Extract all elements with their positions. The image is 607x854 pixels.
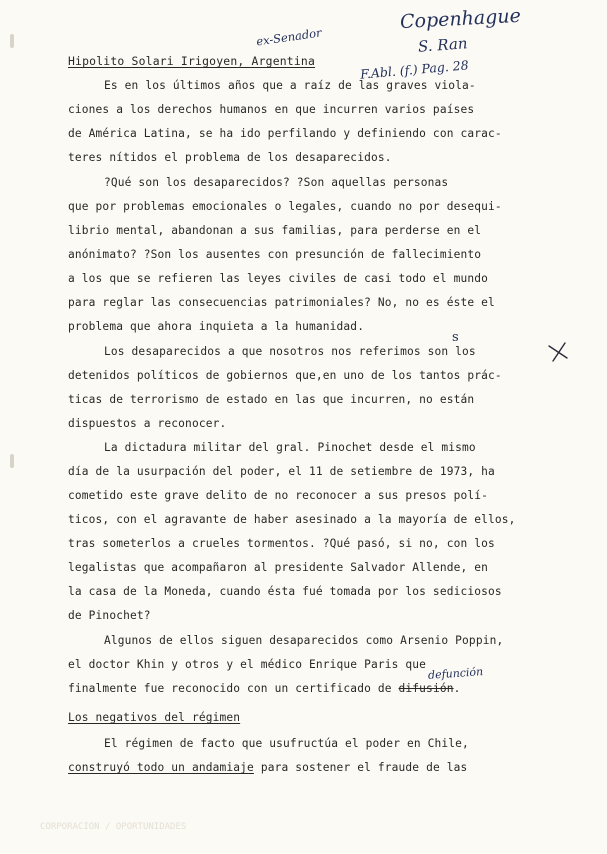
- paragraph-line: para reglar las consecuencias patrimoniales? No, no es éste el: [68, 296, 495, 309]
- paragraph-line: El régimen de facto que usufructúa el poder en Chile,: [104, 737, 469, 750]
- paragraph-line: Algunos de ellos siguen desaparecidos como Arsenio Poppin,: [104, 634, 504, 647]
- paragraph-line: ticos, con el agravante de haber asesinado a la mayoría de ellos,: [68, 513, 516, 526]
- paragraph-line: legalistas que acompañaron al presidente Salvador Allende, en: [68, 561, 489, 574]
- underlined-phrase: construyó todo un andamiaje: [68, 761, 254, 774]
- handwritten-initials: S. Ran: [417, 34, 469, 56]
- paragraph-line: el doctor Khin y otros y el médico Enrique Paris que: [68, 658, 427, 671]
- paragraph-line: a los que se refieren las leyes civiles de casi todo el mundo: [68, 272, 489, 285]
- paragraph-line: ciones a los derechos humanos en que incurren varios países: [68, 103, 475, 116]
- punch-hole: [10, 34, 14, 48]
- paragraph-line: Los desaparecidos a que nosotros nos referimos son los: [104, 345, 476, 358]
- paragraph-line: de América Latina, se ha ido perfilando y definiendo con carac-: [68, 127, 502, 140]
- paragraph-text: finalmente fue reconocido con un certificado de: [68, 682, 392, 695]
- paragraph-line-correction: [68, 682, 461, 696]
- paragraph-line: La dictadura militar del gral. Pinochet desde el mismo: [104, 441, 476, 454]
- paragraph-line: detenidos políticos de gobiernos que,en uno de los tantos prác-: [68, 369, 502, 382]
- paragraph-line: tras someterlos a crueles tormentos. ?Qué pasó, si no, con los: [68, 537, 495, 550]
- author-country: Argentina: [251, 54, 316, 68]
- paragraph-line: ?Qué son los desaparecidos? ?Son aquellas personas: [104, 176, 449, 189]
- paragraph-line: que por problemas emocionales o legales, cuando no por desequi-: [68, 200, 502, 213]
- handwritten-city: Copenhague: [399, 4, 522, 34]
- handwritten-insertion-s: s: [452, 330, 459, 345]
- section-title: Los negativos del régimen: [68, 711, 241, 724]
- handwritten-title-note: ex-Senador: [255, 25, 323, 49]
- paragraph-line: librio mental, abandonan a sus familias, para perderse en el: [68, 224, 482, 237]
- paragraph-line: dispuestos a reconocer.: [68, 417, 227, 430]
- paragraph-line: problema que ahora inquieta a la humanidad.: [68, 320, 365, 333]
- paragraph-line: Es en los últimos años que a raíz de las graves viola-: [104, 79, 476, 92]
- paragraph-line: de Pinochet?: [68, 609, 151, 622]
- paragraph-line: ticas de terrorismo de estado en las que incurren, no están: [68, 393, 475, 406]
- struck-word: difusión: [398, 682, 454, 695]
- paragraph-line: anónimato? ?Son los ausentes con presunción de fallecimiento: [68, 248, 482, 261]
- paragraph-line: la casa de la Moneda, cuando ésta fué tomada por los sediciosos: [68, 585, 502, 598]
- paragraph-line: teres nítidos el problema de los desaparecidos.: [68, 151, 392, 164]
- handwritten-reference: F.Abl. (f.) Pag. 28: [359, 57, 470, 82]
- author-name: Hipolito Solari Irigoyen: [68, 54, 238, 68]
- document-heading: Hipolito Solari Irigoyen, Argentina: [68, 54, 316, 68]
- punch-hole: [10, 454, 14, 468]
- paragraph-line: cometido este grave delito de no reconocer a sus presos polí-: [68, 489, 489, 502]
- paragraph-line: [68, 761, 467, 775]
- paragraph-line: día de la usurpación del poder, el 11 de setiembre de 1973, ha: [68, 465, 495, 478]
- margin-x-mark: [546, 340, 570, 364]
- paragraph-punct: .: [453, 682, 461, 695]
- paragraph-text: para sostener el fraude de las: [260, 761, 468, 774]
- handwritten-correction: defunción: [427, 665, 484, 682]
- bleed-through-text: CORPORACION / OPORTUNIDADES: [40, 822, 187, 832]
